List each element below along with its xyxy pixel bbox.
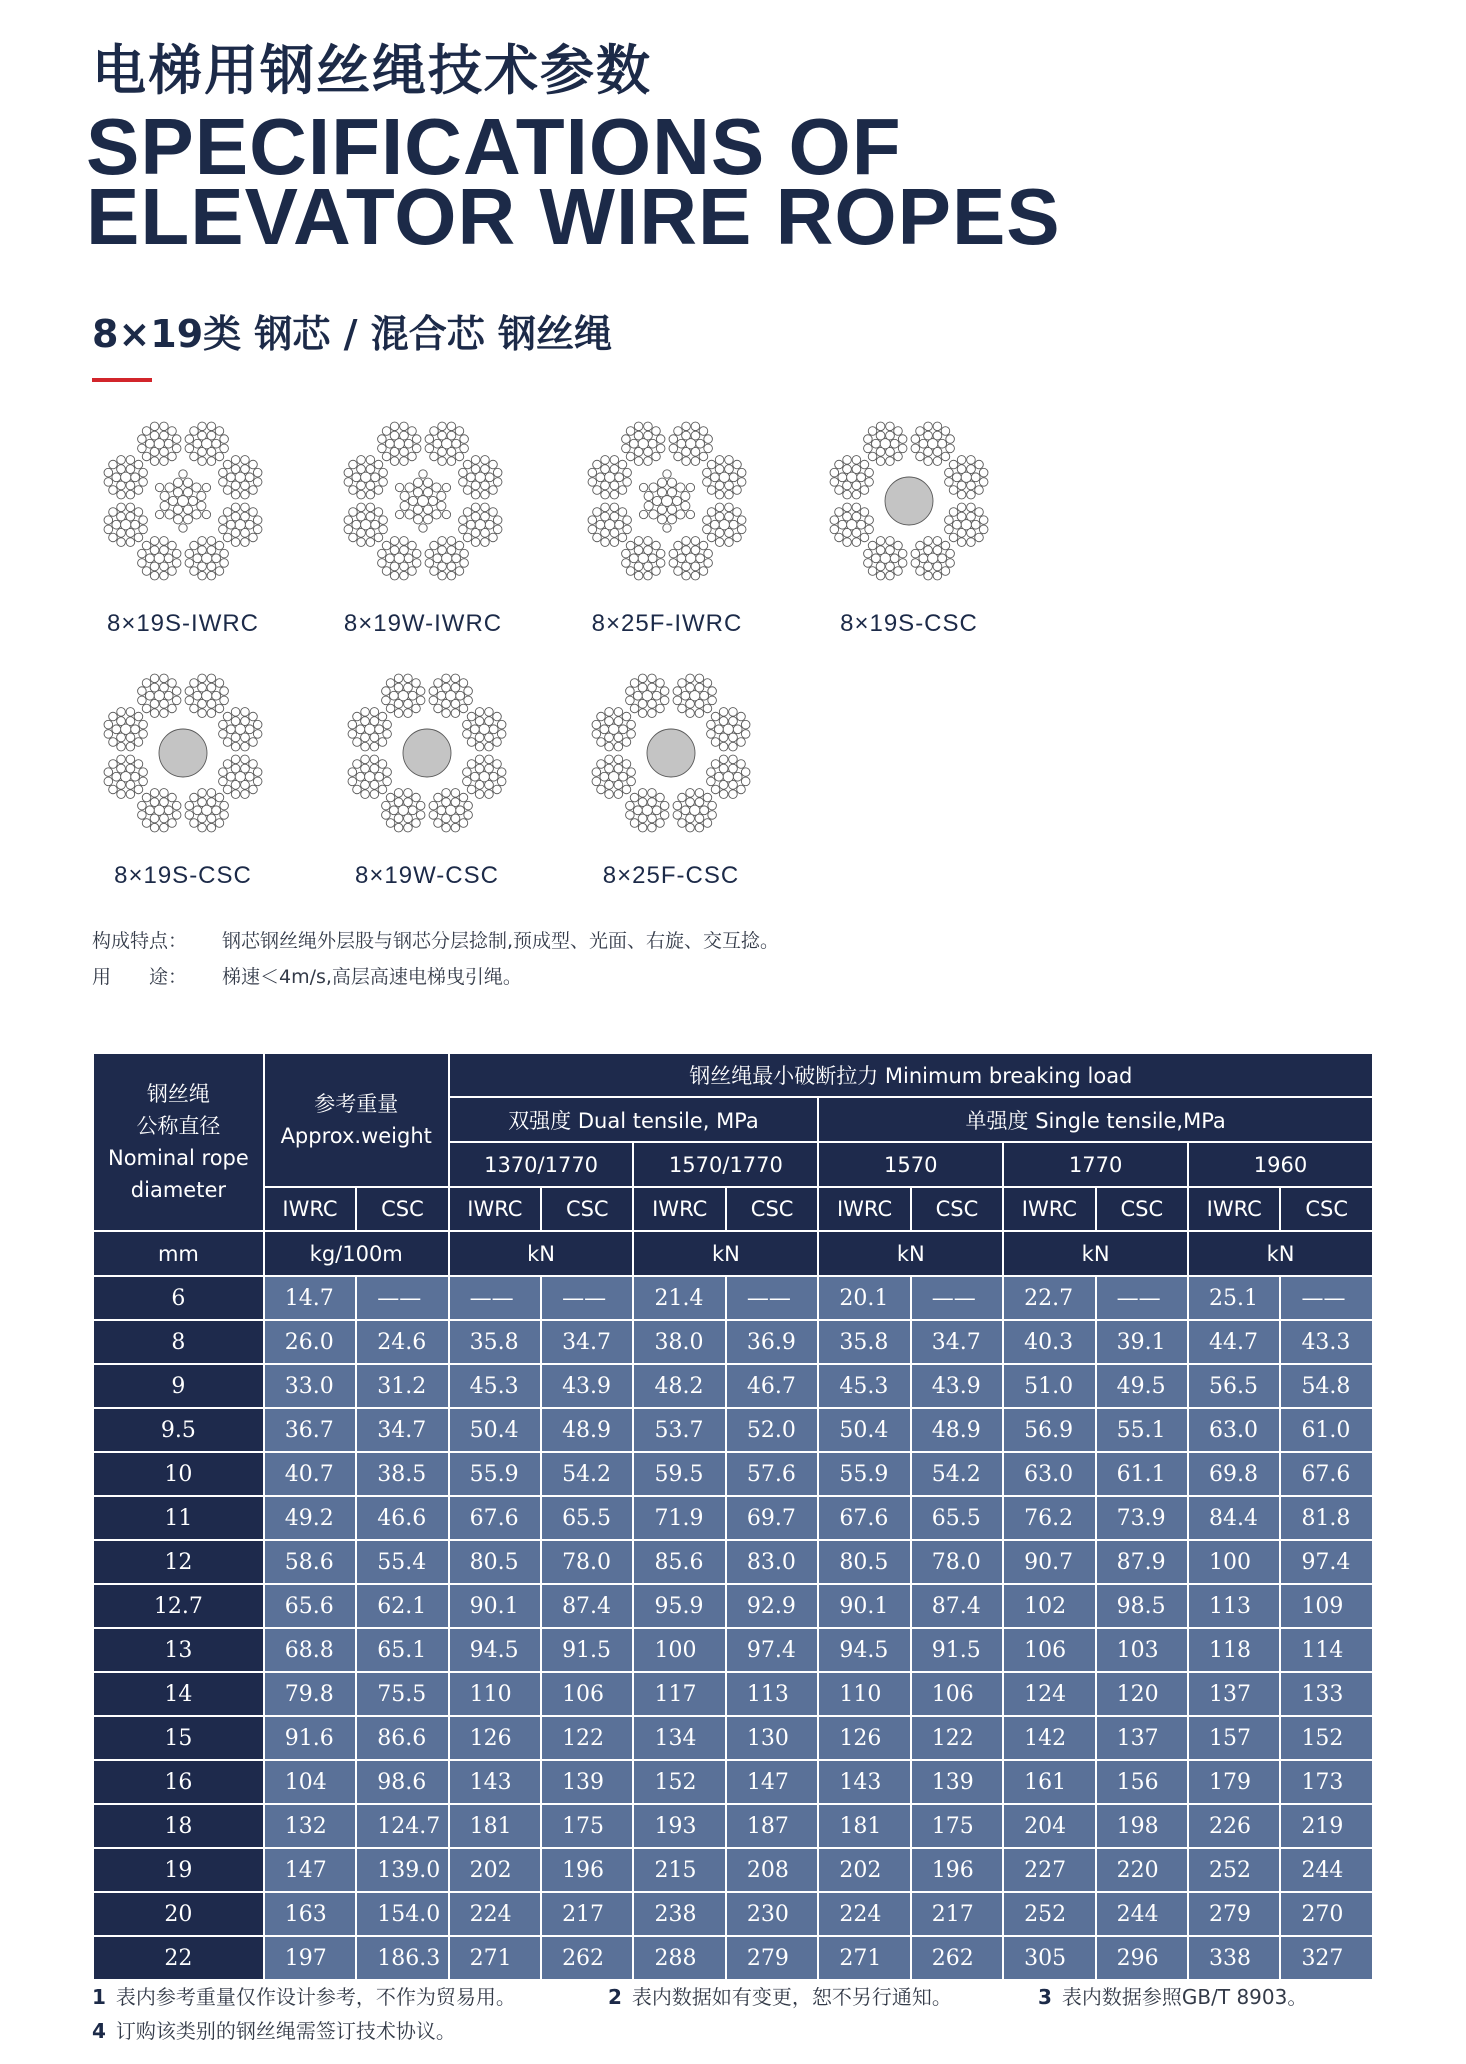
table-cell: 181 (449, 1804, 541, 1848)
table-row (93, 1848, 1373, 1892)
header-csc: CSC (726, 1187, 818, 1231)
table-row (93, 1628, 1373, 1672)
table-cell: 197 (264, 1936, 356, 1980)
table-cell: 35.8 (449, 1320, 541, 1364)
table-cell: 55.9 (818, 1452, 910, 1496)
table-cell: 67.6 (449, 1496, 541, 1540)
header-iwrc: IWRC (818, 1187, 910, 1231)
table-cell: 14.7 (264, 1276, 356, 1320)
table-cell: 217 (911, 1892, 1003, 1936)
table-cell: 40.3 (1003, 1320, 1095, 1364)
rope-diagram (818, 410, 1000, 638)
table-cell: 220 (1096, 1848, 1188, 1892)
table-cell: 133 (1280, 1672, 1373, 1716)
table-cell: 43.9 (911, 1364, 1003, 1408)
table-cell: 90.1 (818, 1584, 910, 1628)
table-cell: 86.6 (356, 1716, 448, 1760)
table-cell: 147 (726, 1760, 818, 1804)
table-cell: 22.7 (1003, 1276, 1095, 1320)
table-cell: 186.3 (356, 1936, 448, 1980)
table-cell: 80.5 (449, 1540, 541, 1584)
header-grade: 1570/1770 (633, 1142, 818, 1187)
title-line-1: SPECIFICATIONS OF (86, 102, 902, 191)
table-cell: 65.5 (541, 1496, 633, 1540)
table-cell: 83.0 (726, 1540, 818, 1584)
table-cell: —— (541, 1276, 633, 1320)
spec-table-body (93, 1276, 1373, 1980)
unit-kn: kN (449, 1231, 634, 1276)
table-cell: 91.5 (541, 1628, 633, 1672)
table-cell: 65.5 (911, 1496, 1003, 1540)
table-cell: 55.9 (449, 1452, 541, 1496)
table-cell: 118 (1188, 1628, 1280, 1672)
table-cell: 43.9 (541, 1364, 633, 1408)
table-cell: 139 (541, 1760, 633, 1804)
table-cell: —— (911, 1276, 1003, 1320)
table-cell: 173 (1280, 1760, 1373, 1804)
rope-diagram (336, 662, 518, 890)
footnote: 4 订购该类别的钢丝绳需签订技术协议。 (92, 2019, 456, 2043)
table-cell: 161 (1003, 1760, 1095, 1804)
table-cell: 175 (541, 1804, 633, 1848)
table-cell: 305 (1003, 1936, 1095, 1980)
rope-label: 8×19S-CSC (840, 610, 978, 637)
header-grade: 1570 (818, 1142, 1003, 1187)
table-cell: 84.4 (1188, 1496, 1280, 1540)
header-grade: 1370/1770 (449, 1142, 634, 1187)
table-cell: 81.8 (1280, 1496, 1373, 1540)
table-cell: 106 (541, 1672, 633, 1716)
rope-label: 8×19W-IWRC (343, 610, 503, 637)
table-cell: 78.0 (541, 1540, 633, 1584)
table-cell: 33.0 (264, 1364, 356, 1408)
table-cell: 35.8 (818, 1320, 910, 1364)
table-cell: 122 (911, 1716, 1003, 1760)
table-cell: 262 (541, 1936, 633, 1980)
table-cell: 67.6 (1280, 1452, 1373, 1496)
table-cell: 103 (1096, 1628, 1188, 1672)
table-row (93, 1320, 1373, 1364)
header-weight: 参考重量 Approx.weight (264, 1053, 449, 1187)
row-diameter: 6 (93, 1276, 264, 1320)
table-cell: 80.5 (818, 1540, 910, 1584)
footnote: 3 表内数据参照GB/T 8903。 (1038, 1985, 1308, 2009)
rope-diagram (576, 410, 758, 638)
header-diameter: 钢丝绳 公称直径 Nominal rope diameter (93, 1053, 264, 1231)
row-diameter: 9 (93, 1364, 264, 1408)
header-csc: CSC (356, 1187, 448, 1231)
rope-diagram (332, 410, 514, 638)
table-cell: 187 (726, 1804, 818, 1848)
table-cell: 34.7 (356, 1408, 448, 1452)
table-cell: 152 (633, 1760, 725, 1804)
table-cell: 152 (1280, 1716, 1373, 1760)
table-row (93, 1584, 1373, 1628)
table-cell: 208 (726, 1848, 818, 1892)
table-cell: 34.7 (541, 1320, 633, 1364)
table-cell: 62.1 (356, 1584, 448, 1628)
table-cell: 25.1 (1188, 1276, 1280, 1320)
header-iwrc: IWRC (633, 1187, 725, 1231)
header-iwrc: IWRC (449, 1187, 541, 1231)
table-cell: 252 (1188, 1848, 1280, 1892)
table-cell: 91.6 (264, 1716, 356, 1760)
row-diameter: 9.5 (93, 1408, 264, 1452)
title-line-2: ELEVATOR WIRE ROPES (86, 172, 1061, 261)
table-cell: 65.6 (264, 1584, 356, 1628)
table-cell: 97.4 (726, 1628, 818, 1672)
table-cell: 98.6 (356, 1760, 448, 1804)
table-cell: 65.1 (356, 1628, 448, 1672)
rope-label: 8×19W-CSC (355, 862, 499, 889)
table-cell: 132 (264, 1804, 356, 1848)
rope-cross-section-icon (818, 410, 1000, 592)
features-line (92, 926, 779, 953)
table-cell: 134 (633, 1716, 725, 1760)
footnote: 1 表内参考重量仅作设计参考，不作为贸易用。 (92, 1985, 516, 2009)
table-cell: 90.1 (449, 1584, 541, 1628)
table-cell: 230 (726, 1892, 818, 1936)
rope-cross-section-icon (580, 662, 762, 844)
rope-label: 8×19S-CSC (114, 862, 252, 889)
table-cell: 110 (449, 1672, 541, 1716)
usage-value: 梯速＜4m/s,高层高速电梯曳引绳。 (222, 966, 522, 988)
table-cell: 53.7 (633, 1408, 725, 1452)
table-cell: 104 (264, 1760, 356, 1804)
table-cell: 97.4 (1280, 1540, 1373, 1584)
row-diameter: 16 (93, 1760, 264, 1804)
table-cell: 202 (449, 1848, 541, 1892)
table-cell: 48.9 (911, 1408, 1003, 1452)
table-cell: 137 (1188, 1672, 1280, 1716)
table-cell: 55.4 (356, 1540, 448, 1584)
table-cell: —— (1280, 1276, 1373, 1320)
table-cell: 215 (633, 1848, 725, 1892)
table-cell: 67.6 (818, 1496, 910, 1540)
rope-cross-section-icon (92, 662, 274, 844)
table-cell: 157 (1188, 1716, 1280, 1760)
table-cell: 244 (1096, 1892, 1188, 1936)
table-cell: 43.3 (1280, 1320, 1373, 1364)
header-csc: CSC (1280, 1187, 1373, 1231)
table-cell: 87.4 (541, 1584, 633, 1628)
table-cell: 59.5 (633, 1452, 725, 1496)
rope-cross-section-icon (92, 410, 274, 592)
header-csc: CSC (1096, 1187, 1188, 1231)
table-cell: 24.6 (356, 1320, 448, 1364)
table-cell: 95.9 (633, 1584, 725, 1628)
table-cell: 39.1 (1096, 1320, 1188, 1364)
table-cell: 147 (264, 1848, 356, 1892)
table-cell: 124.7 (356, 1804, 448, 1848)
table-cell: 61.1 (1096, 1452, 1188, 1496)
table-cell: 106 (1003, 1628, 1095, 1672)
header-iwrc: IWRC (264, 1187, 356, 1231)
table-cell: 78.0 (911, 1540, 1003, 1584)
features-value: 钢芯钢丝绳外层股与钢芯分层捻制,预成型、光面、右旋、交互捻。 (222, 930, 780, 952)
table-cell: 94.5 (449, 1628, 541, 1672)
table-cell: 21.4 (633, 1276, 725, 1320)
table-cell: 179 (1188, 1760, 1280, 1804)
row-diameter: 13 (93, 1628, 264, 1672)
table-cell: —— (449, 1276, 541, 1320)
spec-table (92, 1052, 1374, 1981)
rope-diagram (92, 662, 274, 890)
table-cell: 50.4 (818, 1408, 910, 1452)
row-diameter: 11 (93, 1496, 264, 1540)
row-diameter: 10 (93, 1452, 264, 1496)
table-cell: 44.7 (1188, 1320, 1280, 1364)
table-cell: 71.9 (633, 1496, 725, 1540)
header-grade: 1770 (1003, 1142, 1188, 1187)
table-cell: 271 (449, 1936, 541, 1980)
table-cell: 75.5 (356, 1672, 448, 1716)
table-cell: 45.3 (449, 1364, 541, 1408)
table-cell: 90.7 (1003, 1540, 1095, 1584)
table-cell: 48.9 (541, 1408, 633, 1452)
table-cell: 126 (449, 1716, 541, 1760)
table-cell: 224 (818, 1892, 910, 1936)
table-cell: 338 (1188, 1936, 1280, 1980)
table-cell: 109 (1280, 1584, 1373, 1628)
unit-kn: kN (633, 1231, 818, 1276)
row-diameter: 12.7 (93, 1584, 264, 1628)
table-cell: 126 (818, 1716, 910, 1760)
table-cell: 63.0 (1003, 1452, 1095, 1496)
table-cell: 193 (633, 1804, 725, 1848)
table-cell: 40.7 (264, 1452, 356, 1496)
table-cell: 288 (633, 1936, 725, 1980)
unit-kn: kN (1188, 1231, 1373, 1276)
table-cell: 142 (1003, 1716, 1095, 1760)
table-row (93, 1364, 1373, 1408)
row-diameter: 14 (93, 1672, 264, 1716)
table-cell: 57.6 (726, 1452, 818, 1496)
table-cell: 56.5 (1188, 1364, 1280, 1408)
table-cell: 252 (1003, 1892, 1095, 1936)
table-cell: 143 (449, 1760, 541, 1804)
rope-label: 8×25F-CSC (602, 862, 740, 889)
table-cell: 279 (1188, 1892, 1280, 1936)
table-cell: 49.5 (1096, 1364, 1188, 1408)
table-row (93, 1892, 1373, 1936)
table-cell: 87.9 (1096, 1540, 1188, 1584)
table-cell: 100 (1188, 1540, 1280, 1584)
table-cell: 20.1 (818, 1276, 910, 1320)
table-cell: 34.7 (911, 1320, 1003, 1364)
table-cell: 262 (911, 1936, 1003, 1980)
table-cell: 120 (1096, 1672, 1188, 1716)
header-grade: 1960 (1188, 1142, 1373, 1187)
table-cell: 91.5 (911, 1628, 1003, 1672)
row-diameter: 19 (93, 1848, 264, 1892)
table-cell: 54.2 (911, 1452, 1003, 1496)
table-cell: 226 (1188, 1804, 1280, 1848)
table-row (93, 1540, 1373, 1584)
table-cell: 219 (1280, 1804, 1373, 1848)
header-iwrc: IWRC (1188, 1187, 1280, 1231)
table-cell: 76.2 (1003, 1496, 1095, 1540)
table-cell: 55.1 (1096, 1408, 1188, 1452)
table-row (93, 1496, 1373, 1540)
usage-line (92, 962, 522, 989)
rope-cross-section-icon (332, 410, 514, 592)
table-cell: 45.3 (818, 1364, 910, 1408)
table-cell: 100 (633, 1628, 725, 1672)
table-row (93, 1408, 1373, 1452)
rope-label: 8×25F-IWRC (591, 610, 743, 637)
header-dual: 双强度 Dual tensile, MPa (449, 1097, 819, 1142)
header-mbl: 钢丝绳最小破断拉力 Minimum breaking load (449, 1053, 1373, 1097)
table-cell: 48.2 (633, 1364, 725, 1408)
unit-kn: kN (818, 1231, 1003, 1276)
table-cell: 122 (541, 1716, 633, 1760)
table-cell: 51.0 (1003, 1364, 1095, 1408)
table-cell: 117 (633, 1672, 725, 1716)
table-cell: 106 (911, 1672, 1003, 1716)
table-row (93, 1760, 1373, 1804)
rope-diagram (580, 662, 762, 890)
table-cell: 114 (1280, 1628, 1373, 1672)
table-cell: 154.0 (356, 1892, 448, 1936)
table-cell: 270 (1280, 1892, 1373, 1936)
table-cell: 296 (1096, 1936, 1188, 1980)
row-diameter: 18 (93, 1804, 264, 1848)
table-cell: 224 (449, 1892, 541, 1936)
table-cell: 244 (1280, 1848, 1373, 1892)
usage-key: 用 途： (92, 966, 188, 988)
table-row (93, 1672, 1373, 1716)
table-cell: 56.9 (1003, 1408, 1095, 1452)
table-cell: 279 (726, 1936, 818, 1980)
table-cell: 137 (1096, 1716, 1188, 1760)
unit-kg: kg/100m (264, 1231, 449, 1276)
table-row (93, 1936, 1373, 1980)
table-cell: 156 (1096, 1760, 1188, 1804)
table-cell: 36.7 (264, 1408, 356, 1452)
table-cell: 36.9 (726, 1320, 818, 1364)
table-row (93, 1716, 1373, 1760)
unit-mm: mm (93, 1231, 264, 1276)
table-cell: 271 (818, 1936, 910, 1980)
table-cell: 163 (264, 1892, 356, 1936)
table-cell: 198 (1096, 1804, 1188, 1848)
table-cell: 238 (633, 1892, 725, 1936)
table-cell: 87.4 (911, 1584, 1003, 1628)
table-cell: 102 (1003, 1584, 1095, 1628)
table-cell: 113 (1188, 1584, 1280, 1628)
table-cell: 139.0 (356, 1848, 448, 1892)
table-cell: 124 (1003, 1672, 1095, 1716)
table-cell: 217 (541, 1892, 633, 1936)
table-cell: 52.0 (726, 1408, 818, 1452)
row-diameter: 20 (93, 1892, 264, 1936)
header-csc: CSC (541, 1187, 633, 1231)
table-cell: 38.0 (633, 1320, 725, 1364)
row-diameter: 12 (93, 1540, 264, 1584)
header-iwrc: IWRC (1003, 1187, 1095, 1231)
table-cell: 98.5 (1096, 1584, 1188, 1628)
table-cell: 94.5 (818, 1628, 910, 1672)
table-cell: 110 (818, 1672, 910, 1716)
table-row (93, 1452, 1373, 1496)
table-cell: —— (726, 1276, 818, 1320)
table-cell: 92.9 (726, 1584, 818, 1628)
table-cell: 38.5 (356, 1452, 448, 1496)
footnote: 2 表内数据如有变更，恕不另行通知。 (608, 1985, 952, 2009)
table-cell: 175 (911, 1804, 1003, 1848)
table-cell: 79.8 (264, 1672, 356, 1716)
table-cell: 46.6 (356, 1496, 448, 1540)
rope-cross-section-icon (576, 410, 758, 592)
table-cell: 31.2 (356, 1364, 448, 1408)
table-cell: 113 (726, 1672, 818, 1716)
table-cell: 54.8 (1280, 1364, 1373, 1408)
footnotes (92, 1980, 1307, 2048)
rope-cross-section-icon (336, 662, 518, 844)
table-cell: 63.0 (1188, 1408, 1280, 1452)
table-cell: 227 (1003, 1848, 1095, 1892)
page-title-en (86, 102, 1061, 261)
table-cell: 85.6 (633, 1540, 725, 1584)
row-diameter: 15 (93, 1716, 264, 1760)
table-cell: 26.0 (264, 1320, 356, 1364)
unit-kn: kN (1003, 1231, 1188, 1276)
table-cell: 61.0 (1280, 1408, 1373, 1452)
rope-diagram (92, 410, 274, 638)
page-title-cn: 电梯用钢丝绳技术参数 (92, 39, 652, 102)
table-cell: 202 (818, 1848, 910, 1892)
table-cell: —— (356, 1276, 448, 1320)
table-cell: 139 (911, 1760, 1003, 1804)
table-cell: 54.2 (541, 1452, 633, 1496)
table-cell: 181 (818, 1804, 910, 1848)
table-cell: 58.6 (264, 1540, 356, 1584)
rope-label: 8×19S-IWRC (106, 610, 260, 637)
table-cell: 196 (911, 1848, 1003, 1892)
table-row (93, 1276, 1373, 1320)
table-cell: 204 (1003, 1804, 1095, 1848)
table-cell: 130 (726, 1716, 818, 1760)
table-cell: —— (1096, 1276, 1188, 1320)
row-diameter: 8 (93, 1320, 264, 1364)
table-cell: 69.8 (1188, 1452, 1280, 1496)
table-cell: 143 (818, 1760, 910, 1804)
table-cell: 46.7 (726, 1364, 818, 1408)
table-cell: 196 (541, 1848, 633, 1892)
accent-divider (92, 378, 152, 382)
header-csc: CSC (911, 1187, 1003, 1231)
row-diameter: 22 (93, 1936, 264, 1980)
table-cell: 49.2 (264, 1496, 356, 1540)
section-subtitle: 8×19类 钢芯 / 混合芯 钢丝绳 (92, 312, 612, 356)
table-cell: 73.9 (1096, 1496, 1188, 1540)
table-row (93, 1804, 1373, 1848)
table-cell: 50.4 (449, 1408, 541, 1452)
header-single: 单强度 Single tensile,MPa (818, 1097, 1373, 1142)
table-cell: 68.8 (264, 1628, 356, 1672)
table-cell: 69.7 (726, 1496, 818, 1540)
table-cell: 327 (1280, 1936, 1373, 1980)
features-key: 构成特点： (92, 930, 188, 952)
